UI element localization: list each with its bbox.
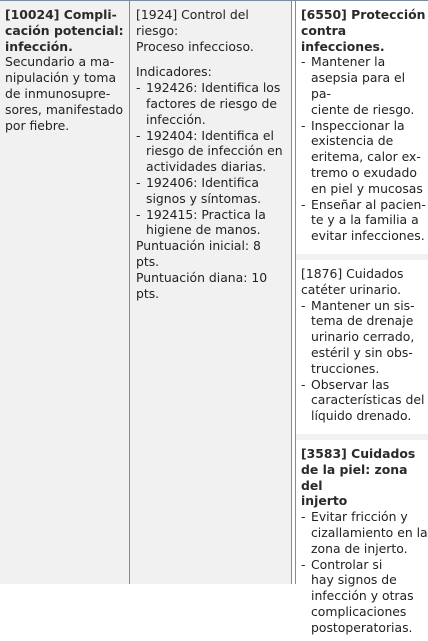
intervention-line: infección y otras xyxy=(311,588,414,604)
score-initial: Puntuación inicial: 8 pts. xyxy=(136,238,261,269)
indicator-line: riesgo de infección en xyxy=(146,143,283,159)
intervention-item xyxy=(301,118,428,197)
intervention-line: evitar infecciones. xyxy=(311,228,425,244)
intervention-section-3583 xyxy=(301,446,428,641)
outcome-heading xyxy=(136,7,287,54)
indicator-list xyxy=(136,80,287,238)
intervention-heading-line: catéter urinario. xyxy=(301,281,402,297)
indicator-line: - 192415: Practica la xyxy=(146,206,266,222)
intervention-line: trucciones. xyxy=(311,360,380,376)
indicator-line: infección. xyxy=(146,111,206,127)
indicator-item xyxy=(136,128,287,175)
section-divider xyxy=(296,434,428,440)
diagnosis-heading-line: infección. xyxy=(5,38,73,54)
indicator-line: factores de riesgo de xyxy=(146,95,277,111)
intervention-line: - Mantener un sis- xyxy=(311,297,415,313)
intervention-section-1876 xyxy=(301,266,428,430)
intervention-line: ciente de riesgo. xyxy=(311,101,415,117)
intervention-section-6550 xyxy=(301,7,428,250)
diagnosis-heading xyxy=(5,7,125,54)
intervention-line: características del xyxy=(311,392,425,408)
diagnosis-heading-line: [10024] Compli- xyxy=(5,7,117,22)
intervention-line: - Controlar si xyxy=(311,556,383,572)
intervention-line: líquido drenado. xyxy=(311,408,412,424)
intervention-heading-line: de la piel: zona del xyxy=(301,461,408,493)
diagnosis-description xyxy=(5,54,125,133)
intervention-line: complicaciones xyxy=(311,603,407,619)
intervention-line: - Enseñar al pacien- xyxy=(311,196,426,212)
intervention-heading-line: [6550] Protección xyxy=(301,7,426,22)
intervention-line: tema de drenaje xyxy=(311,313,414,329)
outcome-heading-line: Proceso infeccioso. xyxy=(136,38,254,54)
indicator-line: higiene de manos. xyxy=(146,222,261,238)
diagnosis-heading-line: cación potencial: xyxy=(5,22,124,38)
diagnosis-line: sores, manifestado xyxy=(5,101,124,117)
section-divider xyxy=(296,254,428,260)
indicator-line: - 192406: Identifica xyxy=(146,174,259,190)
intervention-item xyxy=(301,377,428,424)
intervention-item xyxy=(301,298,428,377)
intervention-heading-line: [1876] Cuidados xyxy=(301,265,404,281)
diagnosis-line: nipulación y toma xyxy=(5,70,117,86)
outcome-heading-line: [1924] Control del riesgo: xyxy=(136,7,249,38)
intervention-line: cizallamiento en la xyxy=(311,524,428,540)
indicator-line: signos y síntomas. xyxy=(146,190,262,206)
intervention-item xyxy=(301,54,428,117)
intervention-heading-line: contra infecciones. xyxy=(301,22,385,54)
indicator-item xyxy=(136,175,287,207)
indicators-label: Indicadores: xyxy=(136,64,212,80)
intervention-line: - Mantener la xyxy=(311,54,386,70)
intervention-line: - Inspeccionar la xyxy=(311,117,405,133)
intervention-item xyxy=(301,557,428,636)
indicator-item xyxy=(136,80,287,127)
intervention-line: eritema, calor ex- xyxy=(311,149,421,165)
intervention-line: hay signos de xyxy=(311,572,397,588)
intervention-line: te y a la familia a xyxy=(311,212,419,228)
intervention-list xyxy=(301,298,428,424)
intervention-item xyxy=(301,197,428,244)
intervention-line: urinario cerrado, xyxy=(311,329,415,345)
score-target: Puntuación diana: 10 pts. xyxy=(136,269,268,301)
intervention-heading xyxy=(301,266,428,298)
intervention-list xyxy=(301,54,428,244)
indicator-line: - 192426: Identifica los xyxy=(146,80,281,96)
diagnosis-line: por fiebre. xyxy=(5,117,70,133)
intervention-line: - Evitar fricción y xyxy=(311,509,408,525)
intervention-heading-line: [3583] Cuidados xyxy=(301,445,416,461)
intervention-line: en piel y mucosas xyxy=(311,180,423,196)
intervention-heading-line: injerto xyxy=(301,493,348,509)
diagnosis-line: de inmunosupre- xyxy=(5,85,111,101)
interventions-column xyxy=(295,1,428,635)
outcome-column xyxy=(130,1,292,584)
intervention-heading xyxy=(301,7,428,54)
intervention-line: zona de injerto. xyxy=(311,540,408,556)
indicator-line: actividades diarias. xyxy=(146,159,267,175)
intervention-line: asepsia para el pa- xyxy=(311,70,406,101)
intervention-list xyxy=(301,509,428,635)
diagnosis-column xyxy=(0,1,130,584)
indicator-line: - 192404: Identifica el xyxy=(146,127,274,143)
indicator-item xyxy=(136,207,287,239)
intervention-line: - Observar las xyxy=(311,376,390,392)
intervention-line: postoperatorias. xyxy=(311,619,413,635)
diagnosis-line: Secundario a ma- xyxy=(5,54,115,70)
intervention-heading xyxy=(301,446,428,509)
intervention-item xyxy=(301,509,428,556)
intervention-line: estéril y sin obs- xyxy=(311,344,413,360)
intervention-line: existencia de xyxy=(311,133,394,149)
intervention-line: tremo o exudado xyxy=(311,164,417,180)
